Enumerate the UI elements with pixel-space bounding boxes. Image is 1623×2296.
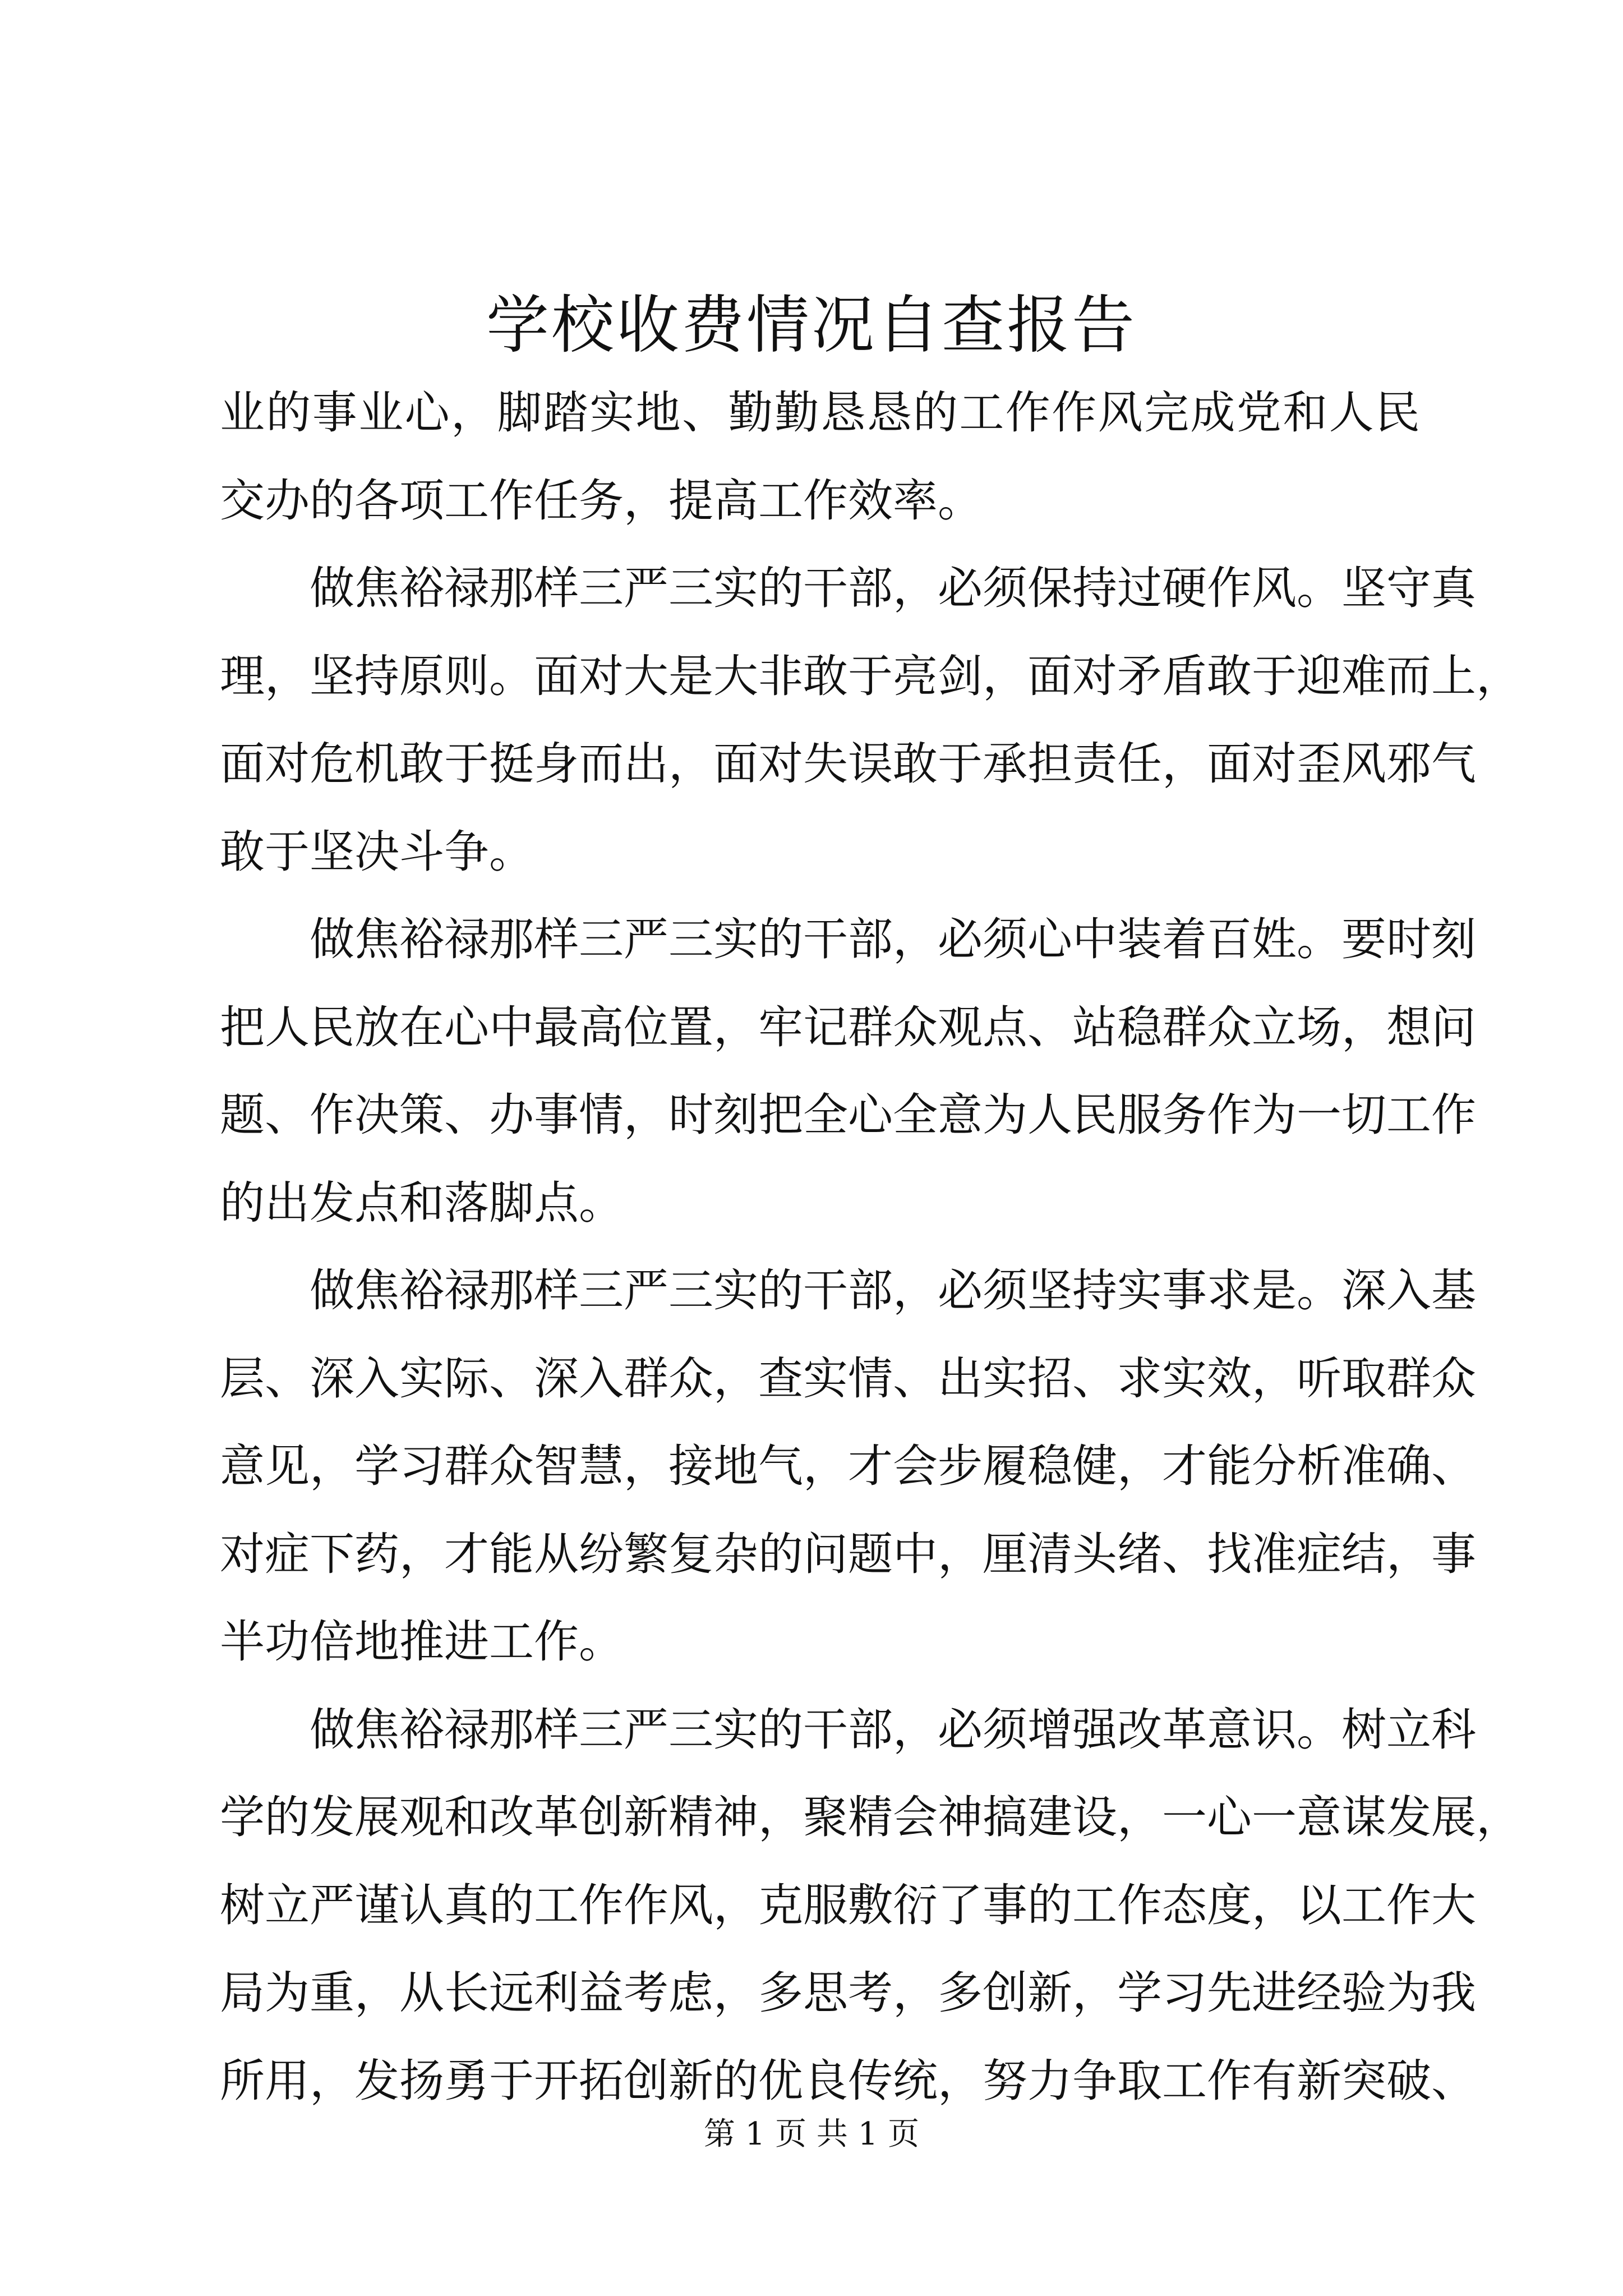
paragraph-3 bbox=[220, 896, 1476, 1247]
paragraph-5 bbox=[220, 1686, 1521, 2125]
text-line: 对症下药，才能从纷繁复杂的问题中，厘清头绪、找准症结，事 bbox=[220, 1527, 1476, 1580]
text-line: 层、深入实际、深入群众，查实情、出实招、求实效，听取群众 bbox=[220, 1352, 1476, 1405]
text-line: 业的事业心，脚踏实地、勤勤恳恳的工作作风完成党和人民 bbox=[220, 386, 1420, 439]
document-body bbox=[220, 369, 1521, 2125]
text-line: 题、作决策、办事情，时刻把全心全意为人民服务作为一切工作 bbox=[220, 1089, 1476, 1141]
paragraph-1 bbox=[220, 369, 1420, 545]
text-line: 意见，学习群众智慧，接地气，才会步履稳健，才能分析准确、 bbox=[220, 1440, 1476, 1492]
text-line: 交办的各项工作任务，提高工作效率。 bbox=[220, 474, 983, 527]
text-line: 做焦裕禄那样三严三实的干部，必须心中装着百姓。要时刻 bbox=[310, 913, 1476, 965]
text-line: 做焦裕禄那样三严三实的干部，必须坚持实事求是。深入基 bbox=[310, 1264, 1476, 1317]
document-title: 学校收费情况自查报告 bbox=[486, 289, 1137, 362]
text-line: 学的发展观和改革创新精神，聚精会神搞建设，一心一意谋发展， bbox=[220, 1791, 1521, 1843]
text-line: 半功倍地推进工作。 bbox=[220, 1616, 624, 1668]
paragraph-2 bbox=[220, 545, 1521, 896]
text-line: 理，坚持原则。面对大是大非敢于亮剑，面对矛盾敢于迎难而上， bbox=[220, 650, 1521, 702]
text-line: 所用，发扬勇于开拓创新的优良传统，努力争取工作有新突破、 bbox=[220, 2054, 1476, 2107]
text-line: 敢于坚决斗争。 bbox=[220, 825, 534, 878]
page-footer: 第 1 页 共 1 页 bbox=[703, 2116, 920, 2152]
text-line: 的出发点和落脚点。 bbox=[220, 1176, 624, 1229]
text-line: 做焦裕禄那样三严三实的干部，必须保持过硬作风。坚守真 bbox=[310, 562, 1476, 614]
text-line: 树立严谨认真的工作作风，克服敷衍了事的工作态度，以工作大 bbox=[220, 1879, 1476, 1931]
text-line: 做焦裕禄那样三严三实的干部，必须增强改革意识。树立科 bbox=[310, 1703, 1476, 1756]
paragraph-4 bbox=[220, 1247, 1476, 1686]
text-line: 把人民放在心中最高位置，牢记群众观点、站稳群众立场，想问 bbox=[220, 1001, 1476, 1053]
text-line: 局为重，从长远利益考虑，多思考，多创新，学习先进经验为我 bbox=[220, 1967, 1476, 2019]
text-line: 面对危机敢于挺身而出，面对失误敢于承担责任，面对歪风邪气 bbox=[220, 738, 1476, 790]
